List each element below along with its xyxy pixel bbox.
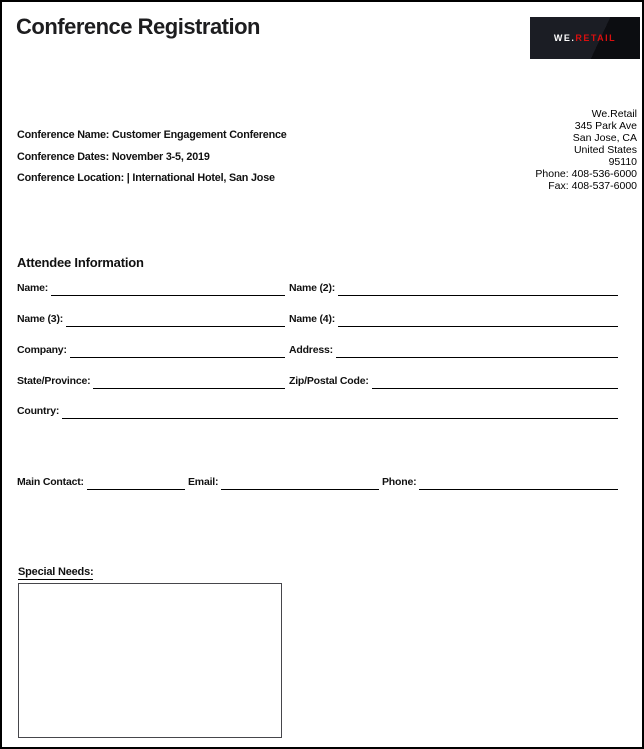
name-input-line[interactable] xyxy=(51,281,285,296)
attendee-information-heading: Attendee Information xyxy=(17,255,144,270)
zip-input-line[interactable] xyxy=(372,374,618,389)
address-field xyxy=(289,343,618,358)
name3-label: Name (3): xyxy=(17,313,64,325)
company-input-line[interactable] xyxy=(70,343,285,358)
phone-label: Phone: xyxy=(382,476,417,488)
form-row-names-2 xyxy=(17,312,618,327)
company-address-block xyxy=(535,108,637,192)
email-input-line[interactable] xyxy=(221,475,379,490)
email-label: Email: xyxy=(188,476,219,488)
conference-name-line xyxy=(17,129,287,142)
name-label: Name: xyxy=(17,282,49,294)
main-contact-field xyxy=(17,475,185,490)
address-label: Address: xyxy=(289,344,333,356)
main-contact-input-line[interactable] xyxy=(87,475,185,490)
form-row-state-zip xyxy=(17,374,618,389)
phone-input-line[interactable] xyxy=(419,475,618,490)
name4-label: Name (4): xyxy=(289,313,336,325)
conference-location-value: | International Hotel, San Jose xyxy=(126,172,275,184)
special-needs-box[interactable] xyxy=(18,583,282,738)
address-line-fax: Fax: 408-537-6000 xyxy=(548,180,637,192)
email-field xyxy=(188,475,379,490)
form-row-names-1 xyxy=(17,281,618,296)
address-input-line[interactable] xyxy=(336,343,618,358)
name-field xyxy=(17,281,285,296)
company-field xyxy=(17,343,285,358)
special-needs-label: Special Needs: xyxy=(18,566,94,578)
state-label: State/Province: xyxy=(17,375,91,387)
address-line-phone: Phone: 408-536-6000 xyxy=(535,168,637,180)
zip-label: Zip/Postal Code: xyxy=(289,375,369,387)
country-input-line[interactable] xyxy=(62,404,618,419)
conference-dates-label: Conference Dates: xyxy=(17,150,110,163)
name2-label: Name (2): xyxy=(289,282,336,294)
conference-location-label: Conference Location: xyxy=(17,172,124,184)
form-row-country xyxy=(17,404,618,419)
form-row-company-address xyxy=(17,343,618,358)
page-title: Conference Registration xyxy=(16,14,260,39)
name4-input-line[interactable] xyxy=(338,312,618,327)
country-label: Country: xyxy=(17,405,60,417)
phone-field xyxy=(382,475,618,490)
zip-field xyxy=(289,374,618,389)
logo-text-primary: WE. xyxy=(553,33,576,43)
form-row-contact xyxy=(17,475,618,490)
address-line-city: San Jose, CA xyxy=(572,132,637,144)
weretail-logo xyxy=(530,17,640,59)
conference-name-label: Conference Name: xyxy=(17,129,110,141)
logo-text-accent: RETAIL xyxy=(575,33,617,43)
conference-location-line xyxy=(17,172,287,185)
address-line-zip: 95110 xyxy=(608,156,637,168)
address-line-country: United States xyxy=(573,144,637,156)
state-field xyxy=(17,374,285,389)
name4-field xyxy=(289,312,618,327)
address-line-company: We.Retail xyxy=(591,108,637,120)
conference-info-block xyxy=(17,129,287,194)
name2-field xyxy=(289,281,618,296)
name3-field xyxy=(17,312,285,327)
country-field xyxy=(17,404,618,419)
address-line-street: 345 Park Ave xyxy=(574,120,637,132)
main-contact-label: Main Contact: xyxy=(17,476,84,488)
state-input-line[interactable] xyxy=(93,374,285,389)
conference-dates-line xyxy=(17,151,287,164)
conference-dates-value: November 3-5, 2019 xyxy=(111,150,210,163)
name2-input-line[interactable] xyxy=(338,281,618,296)
conference-name-value: Customer Engagement Conference xyxy=(112,129,287,141)
company-label: Company: xyxy=(17,344,67,356)
name3-input-line[interactable] xyxy=(66,312,285,327)
